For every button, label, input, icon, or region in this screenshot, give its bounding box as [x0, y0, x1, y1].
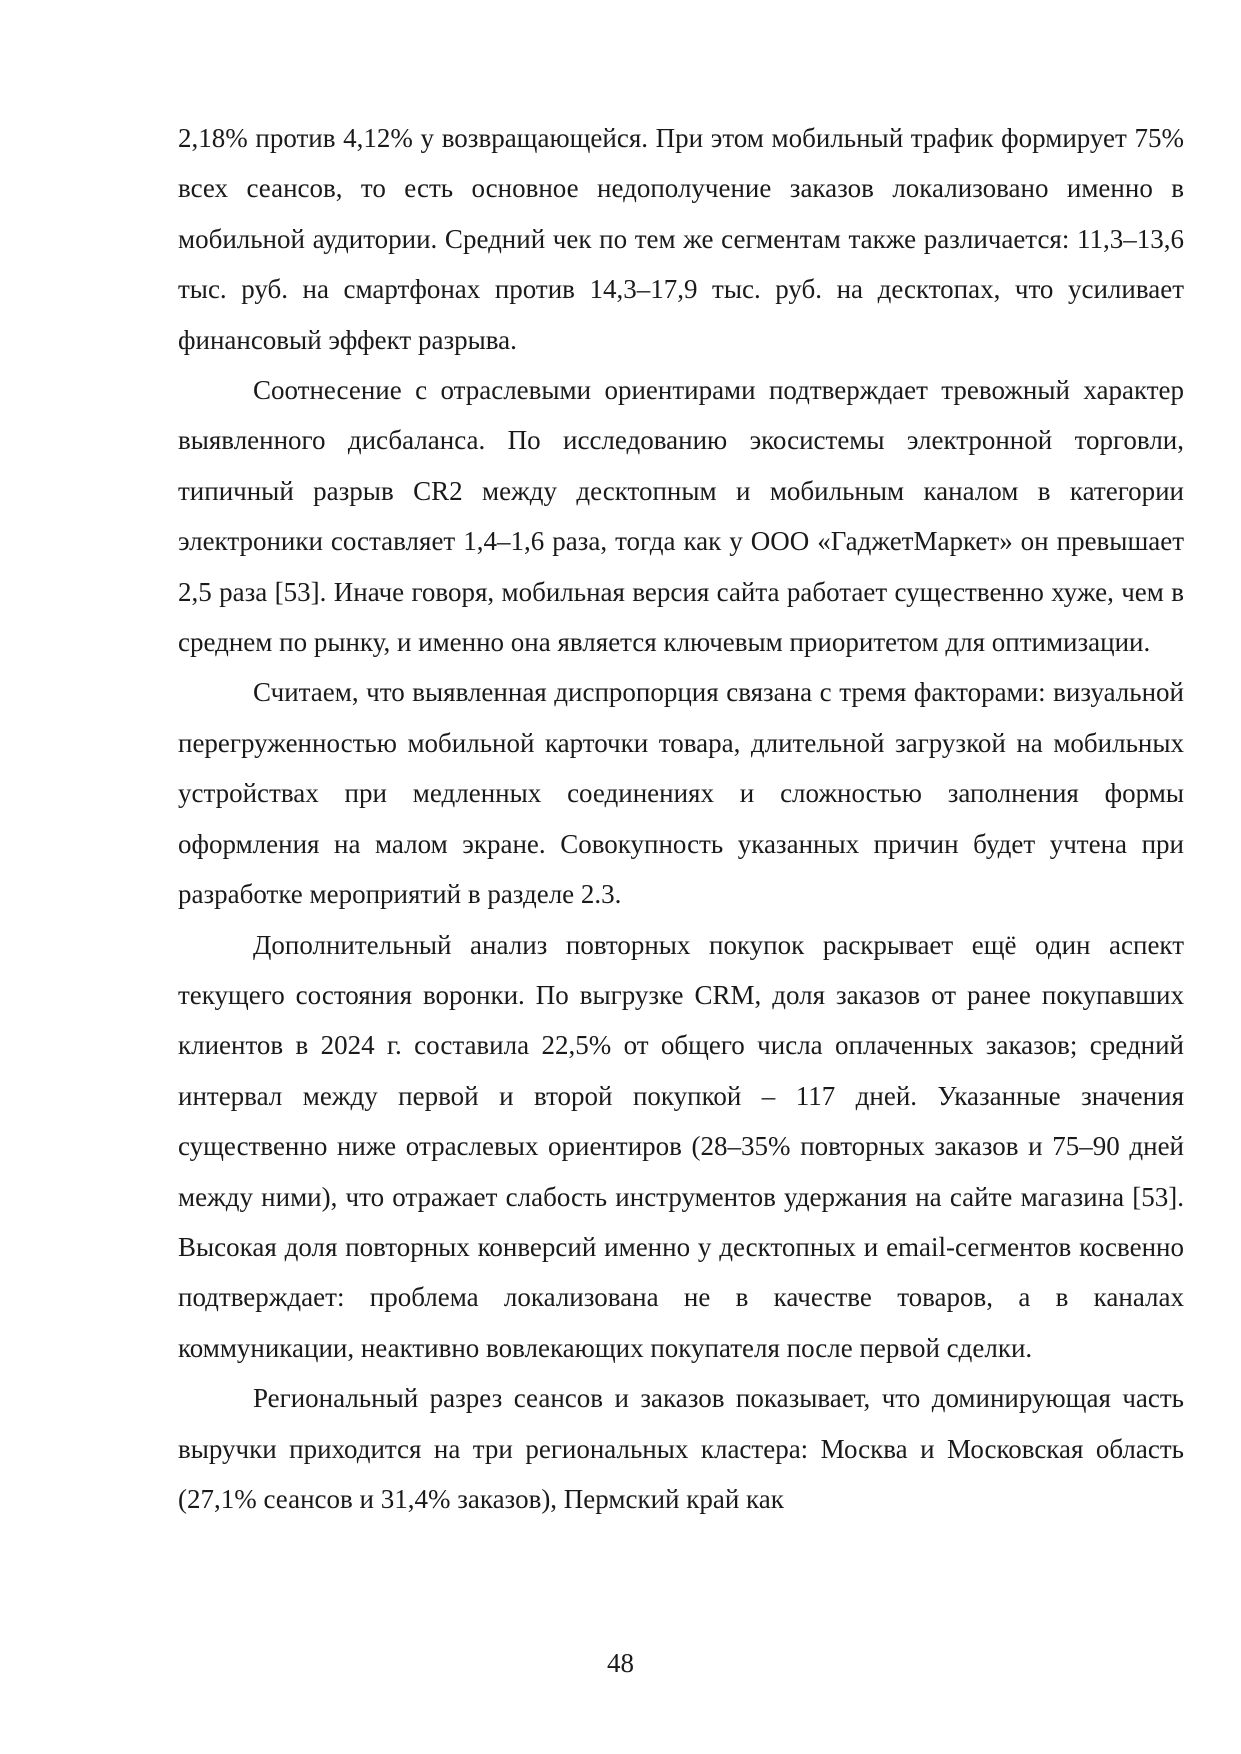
paragraph-continuation: 2,18% против 4,12% у возвращающейся. При этом мобильный трафик формирует 75% всех сеансов, то есть основное недополучение заказов локализовано именно в мобильной аудитории. Средний чек по тем же сегментам также различается: 11,3–13,6 тыс. руб. на смартфонах против 14,3–17,9 тыс. руб. на десктопах, что усиливает финансовый эффект разрыва.	[178, 123, 1184, 355]
page-number: 48	[607, 1648, 634, 1678]
paragraph-industry-benchmarks: Соотнесение с отраслевыми ориентирами подтверждает тревожный характер выявленного дисбаланса. По исследованию экосистемы электронной торговли, типичный разрыв CR2 между десктопным и мобильным каналом в категории электроники составляет 1,4–1,6 раза, тогда как у ООО «ГаджетМаркет» он превышает 2,5 раза [53]. Иначе говоря, мобильная версия сайта работает существенно хуже, чем в среднем по рынку, и именно она является ключевым приоритетом для оптимизации.	[178, 375, 1184, 658]
document-body	[178, 113, 1184, 1524]
paragraph-repeat-purchases: Дополнительный анализ повторных покупок раскрывает ещё один аспект текущего состояния воронки. По выгрузке CRM, доля заказов от ранее покупавших клиентов в 2024 г. составила 22,5% от общего числа оплаченных заказов; средний интервал между первой и второй покупкой – 117 дней. Указанные значения существенно ниже отраслевых ориентиров (28–35% повторных заказов и 75–90 дней между ними), что отражает слабость инструментов удержания на сайте магазина [53]. Высокая доля повторных конверсий именно у десктопных и email-сегментов косвенно подтверждает: проблема локализована не в качестве товаров, а в каналах коммуникации, неактивно вовлекающих покупателя после первой сделки.	[178, 929, 1184, 1363]
paragraph-regional-breakdown: Региональный разрез сеансов и заказов показывает, что доминирующая часть выручки приходится на три региональных кластера: Москва и Московская область (27,1% сеансов и 31,4% заказов), Пермский край как	[178, 1383, 1184, 1514]
paragraph-disproportion-factors: Считаем, что выявленная диспропорция связана с тремя факторами: визуальной перегруженностью мобильной карточки товара, длительной загрузкой на мобильных устройствах при медленных соединениях и сложностью заполнения формы оформления на малом экране. Совокупность указанных причин будет учтена при разработке мероприятий в разделе 2.3.	[178, 677, 1184, 910]
